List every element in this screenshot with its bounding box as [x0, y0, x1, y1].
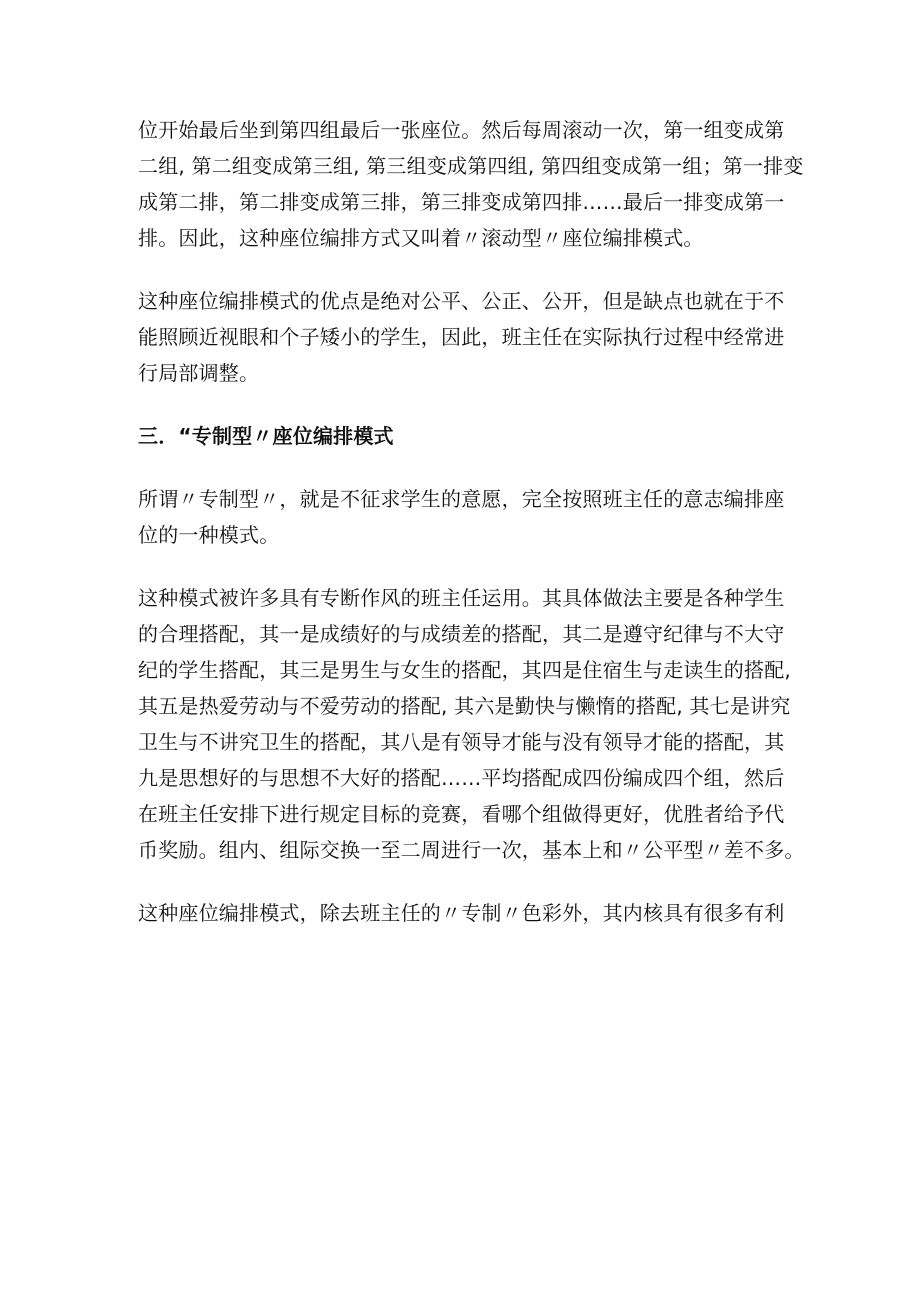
text-line: 位开始最后坐到第四组最后一张座位。然后每周滚动一次，第一组变成第 — [138, 118, 785, 142]
text-line: 的合理搭配，其一是成绩好的与成绩差的搭配，其二是遵守纪律与不大守 — [138, 622, 785, 646]
paragraph-definition — [138, 481, 788, 553]
document-body — [138, 112, 805, 931]
text-line: 成第二排，第二排变成第三排，第三排变成第四排……最后一排变成第一 — [138, 190, 785, 214]
text-line: 所谓〃专制型〃，就是不征求学生的意愿，完全按照班主任的意志编排座 — [138, 487, 785, 511]
text-line: 行局部调整。 — [138, 361, 260, 385]
text-line: 这种座位编排模式，除去班主任的〃专制〃色彩外，其内核具有很多有利 — [138, 901, 785, 925]
text-line: 纪的学生搭配，其三是男生与女生的搭配，其四是住宿生与走读生的搭配, — [138, 658, 791, 682]
paragraph-rolling-seating — [138, 112, 804, 256]
text-line: 在班主任安排下进行规定目标的竞赛，看哪个组做得更好，优胜者给予代 — [138, 802, 785, 826]
paragraph-advantages — [138, 283, 788, 391]
text-line: 这种模式被许多具有专断作风的班主任运用。其具体做法主要是各种学生 — [138, 586, 785, 610]
text-line: 这种座位编排模式的优点是绝对公平、公正、公开，但是缺点也就在于不 — [138, 289, 785, 313]
text-line: 卫生与不讲究卫生的搭配，其八是有领导才能与没有领导才能的搭配，其 — [138, 730, 785, 754]
text-line: 二组, 第二组变成第三组, 第三组变成第四组, 第四组变成第一组；第一排变 — [138, 154, 804, 178]
text-line: 能照顾近视眼和个子矮小的学生，因此，班主任在实际执行过程中经常进 — [138, 325, 785, 349]
paragraph-summary — [138, 895, 788, 931]
text-line: 币奖励。组内、组际交换一至二周进行一次，基本上和〃公平型〃差不多。 — [138, 838, 805, 862]
text-line: 其五是热爱劳动与不爱劳动的搭配, 其六是勤快与懒惰的搭配, 其七是讲究 — [138, 694, 791, 718]
text-line: 位的一种模式。 — [138, 523, 280, 547]
section-heading: 三．“专制型〃座位编排模式 — [138, 424, 394, 448]
paragraph-method — [138, 580, 805, 868]
text-line: 九是思想好的与思想不大好的搭配……平均搭配成四份编成四个组，然后 — [138, 766, 785, 790]
text-line: 排。因此，这种座位编排方式又叫着〃滚动型〃座位编排模式。 — [138, 226, 704, 250]
